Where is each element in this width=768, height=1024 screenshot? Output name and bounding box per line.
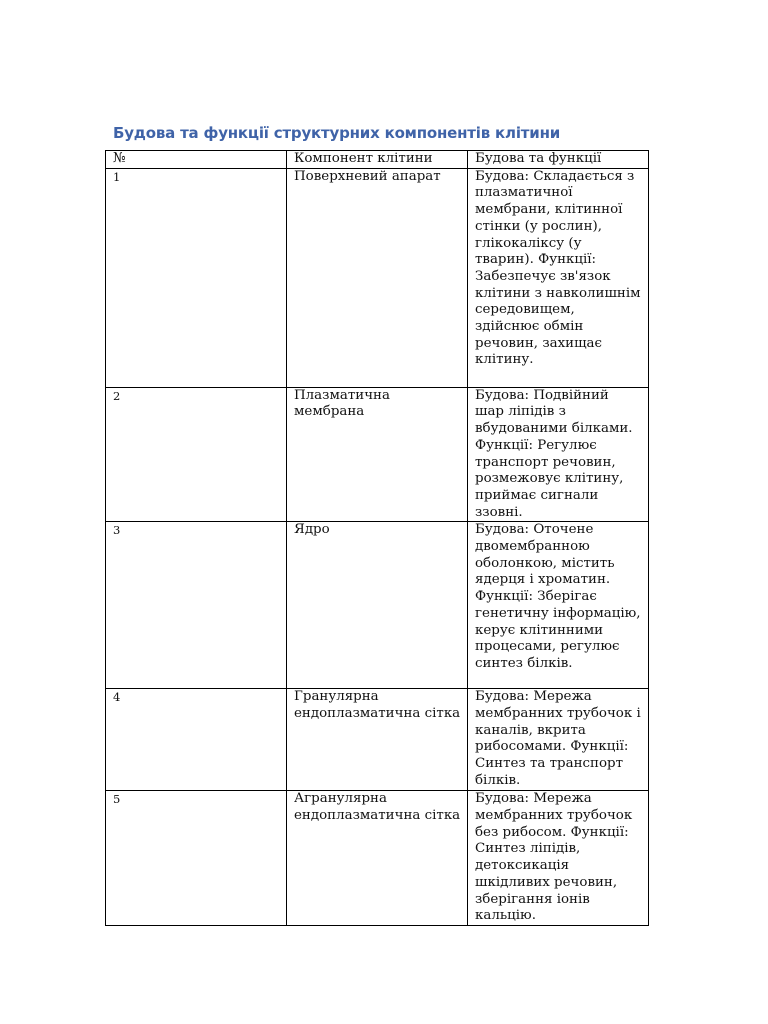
row-component: Ядро [287, 522, 468, 689]
page-title: Будова та функції структурних компонентів клітини [113, 124, 561, 142]
row-component: Поверхневий апарат [287, 168, 468, 387]
row-description: Будова: Мережа мембранних трубочок без рибосом. Функції: Синтез ліпідів, детоксикація шкідливих речовин, зберігання іонів кальцію. [468, 791, 649, 926]
table-row [106, 522, 649, 689]
row-number: 1 [106, 168, 287, 387]
row-description: Будова: Подвійний шар ліпідів з вбудованими білками. Функції: Регулює транспорт речовин, розмежовує клітину, приймає сигнали ззовні. [468, 387, 649, 522]
table-row [106, 791, 649, 926]
table-header-row [106, 151, 649, 169]
row-number: 3 [106, 522, 287, 689]
row-description: Будова: Мережа мембранних трубочок і каналів, вкрита рибосомами. Функції: Синтез та транспорт білків. [468, 689, 649, 791]
header-number: № [106, 151, 287, 169]
components-table [105, 150, 649, 926]
row-description: Будова: Оточене двомембранною оболонкою, містить ядерця і хроматин. Функції: Зберігає генетичну інформацію, керує клітинними процесами, регулює синтез білків. [468, 522, 649, 689]
table-row [106, 168, 649, 387]
row-component: Плазматична мембрана [287, 387, 468, 522]
row-component: Гранулярна ендоплазматична сітка [287, 689, 468, 791]
row-number: 5 [106, 791, 287, 926]
table-row [106, 387, 649, 522]
row-number: 4 [106, 689, 287, 791]
header-structure-functions: Будова та функції [468, 151, 649, 169]
row-component: Агранулярна ендоплазматична сітка [287, 791, 468, 926]
row-description: Будова: Складається з плазматичної мембрани, клітинної стінки (у рослин), глікокаліксу (у тварин). Функції: Забезпечує зв'язок клітини з навколишнім середовищем, здійснює обмін речовин, захищає клітину. [468, 168, 649, 387]
header-component: Компонент клітини [287, 151, 468, 169]
table-row [106, 689, 649, 791]
row-number: 2 [106, 387, 287, 522]
